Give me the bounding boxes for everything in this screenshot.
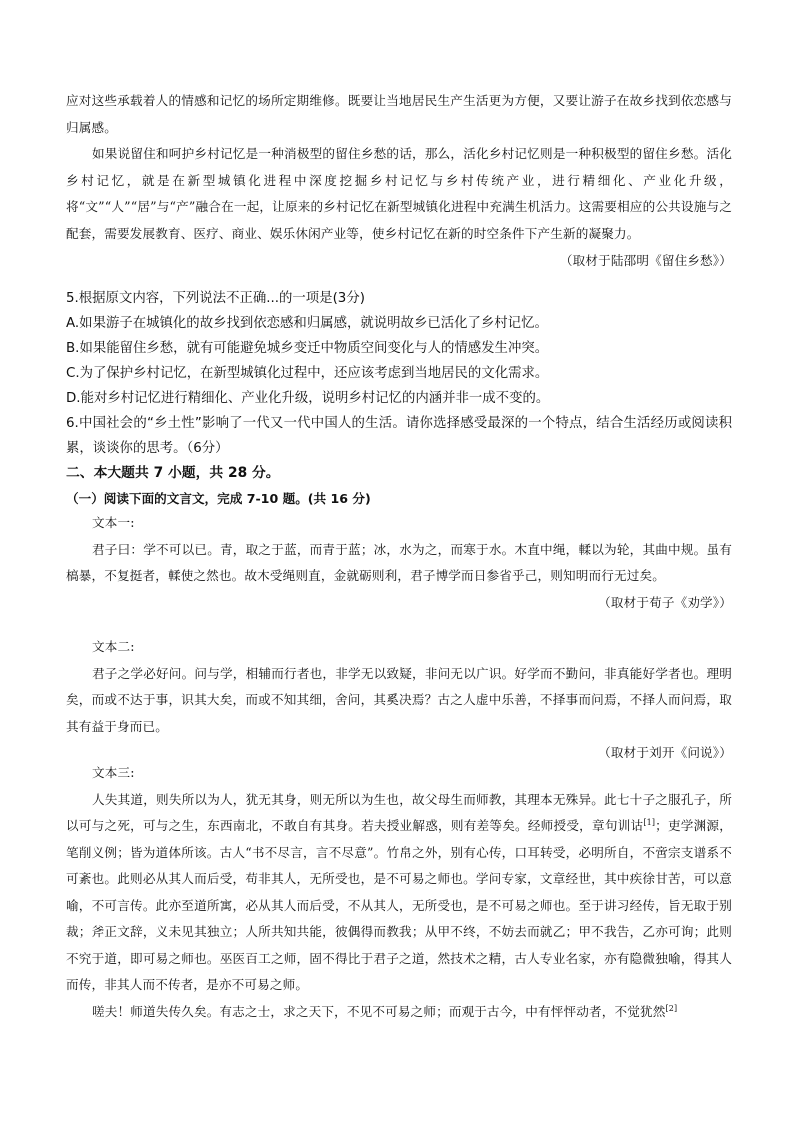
passage-source: （取材于陆邵明《留住乡愁》） <box>559 253 732 268</box>
classical-text-2 <box>66 634 732 767</box>
text-1-source: （取材于荀子《劝学》） <box>598 594 732 610</box>
text-3-closing-text: 嗟夫！师道失传久矣。有志之士，求之天下，不见不可易之师；而观于古今，中有怦怦动者，不觉犹然 <box>92 1003 666 1019</box>
part-2-instruction: （一）阅读下面的文言文，完成 7-10 题。(共 16 分) <box>66 491 371 506</box>
question-5-option-a: A.如果游子在城镇化的故乡找到依恋感和归属感，就说明故乡已活化了乡村记忆。 <box>66 316 548 331</box>
question-5 <box>66 286 732 411</box>
passage-continuation <box>66 88 732 275</box>
question-5-option-d: D.能对乡村记忆进行精细化、产业化升级，说明乡村记忆的内涵并非一成不变的。 <box>66 391 550 406</box>
classical-text-1 <box>66 510 732 616</box>
text-3-closing <box>66 999 732 1026</box>
text-3-title: 文本三: <box>92 765 135 780</box>
question-5-option-b: B.如果能留住乡愁，就有可能避免城乡变迁中物质空间变化与人的情感发生冲突。 <box>66 341 549 356</box>
text-3-body <box>66 787 732 999</box>
passage-paragraph: 如果说留住和呵护乡村记忆是一种消极型的留住乡愁的话，那么，活化乡村记忆则是一种积极型的留住乡愁。活化乡村记忆，就是在新型城镇化进程中深度挖掘乡村记忆与乡村传统产业，进行精细化、产业化升级，将“文”“人”“居”与“产”融合在一起，让原来的乡村记忆在新型城镇化进程中充满生机活力。这需要相应的公共设施与之配套，需要发展教育、医疗、商业、娱乐休闲产业等，使乡村记忆在新的时空条件下产生新的凝聚力。 <box>66 146 732 241</box>
footnote-marker: [2] <box>665 1003 678 1013</box>
footnote-marker: [1] <box>643 817 656 827</box>
question-5-option-c: C.为了保护乡村记忆，在新型城镇化过程中，还应该考虑到当地居民的文化需求。 <box>66 366 549 381</box>
question-6 <box>66 411 732 461</box>
classical-text-3 <box>66 760 732 1025</box>
part-2-subheading <box>66 486 732 511</box>
text-3-body-part-2: ；吏学渊源，笔削义例；皆为道体所该。古人“书不尽言，言不尽意”。竹帛之外，别有心传，口耳转受，必明所自，不啻宗支谱系不可紊也。此则必从其人而后受，苟非其人，无所受也，是不可易之师也。学问专家，文章经世，其中疾徐甘苦，可以意喻，不可言传。此亦至道所寓，必从其人而后受，不从其人，无所受也，是不可易之师也。至于讲习经传，旨无取于别裁；斧正文辞，义未见其独立；人所共知共能，彼偶得而教我；从甲不终，不妨去而就乙；甲不我告，乙亦可询；此则不究于道，即可易之师也。巫医百工之师，固不得比于君子之道，然技术之精，古人专业名家，亦有隐微独喻，得其人而传，非其人而不传者，是亦不可易之师。 <box>66 818 732 992</box>
text-3-body-part-1: 人失其道，则失所以为人，犹无其身，则无所以为生也，故父母生而师教，其理本无殊异。此七十子之服孔子，所以可与之死，可与之生，东西南北，不敢自有其身。若夫授业解惑，则有差等矣。经师授受，章句训诂 <box>66 791 732 833</box>
question-6-stem: 6.中国社会的“乡土性”影响了一代又一代中国人的生活。请你选择感受最深的一个特点，结合生活经历或阅读积累，谈谈你的思考。（6分） <box>66 416 732 456</box>
text-1-body: 君子曰：学不可以已。青，取之于蓝，而青于蓝；冰，水为之，而寒于水。木直中绳，輮以为轮，其曲中规。虽有槁暴，不复挺者，輮使之然也。故木受绳则直，金就砺则利，君子博学而日参省乎己，则知明而行无过矣。 <box>66 541 732 583</box>
part-2-title: 二、本大题共 7 小题，共 28 分。 <box>66 465 280 481</box>
text-2-source: （取材于刘开《问说》） <box>598 745 732 760</box>
part-2-heading <box>66 461 732 486</box>
question-5-stem: 5.根据原文内容，下列说法不正确...的一项是(3分) <box>66 291 365 306</box>
passage-paragraph: 应对这些承载着人的情感和记忆的场所定期维修。既要让当地居民生产生活更为方便，又要让游子在故乡找到依恋感与归属感。 <box>66 93 732 135</box>
text-2-title: 文本二: <box>92 639 135 654</box>
text-2-body: 君子之学必好问。问与学，相辅而行者也，非学无以致疑，非问无以广识。好学而不勤问，非真能好学者也。理明矣，而或不达于事，识其大矣，而或不知其细，舍问，其奚决焉？古之人虚中乐善，不择事而问焉，不择人而问焉，取其有益于身而已。 <box>66 665 732 734</box>
text-1-title: 文本一: <box>92 515 135 530</box>
